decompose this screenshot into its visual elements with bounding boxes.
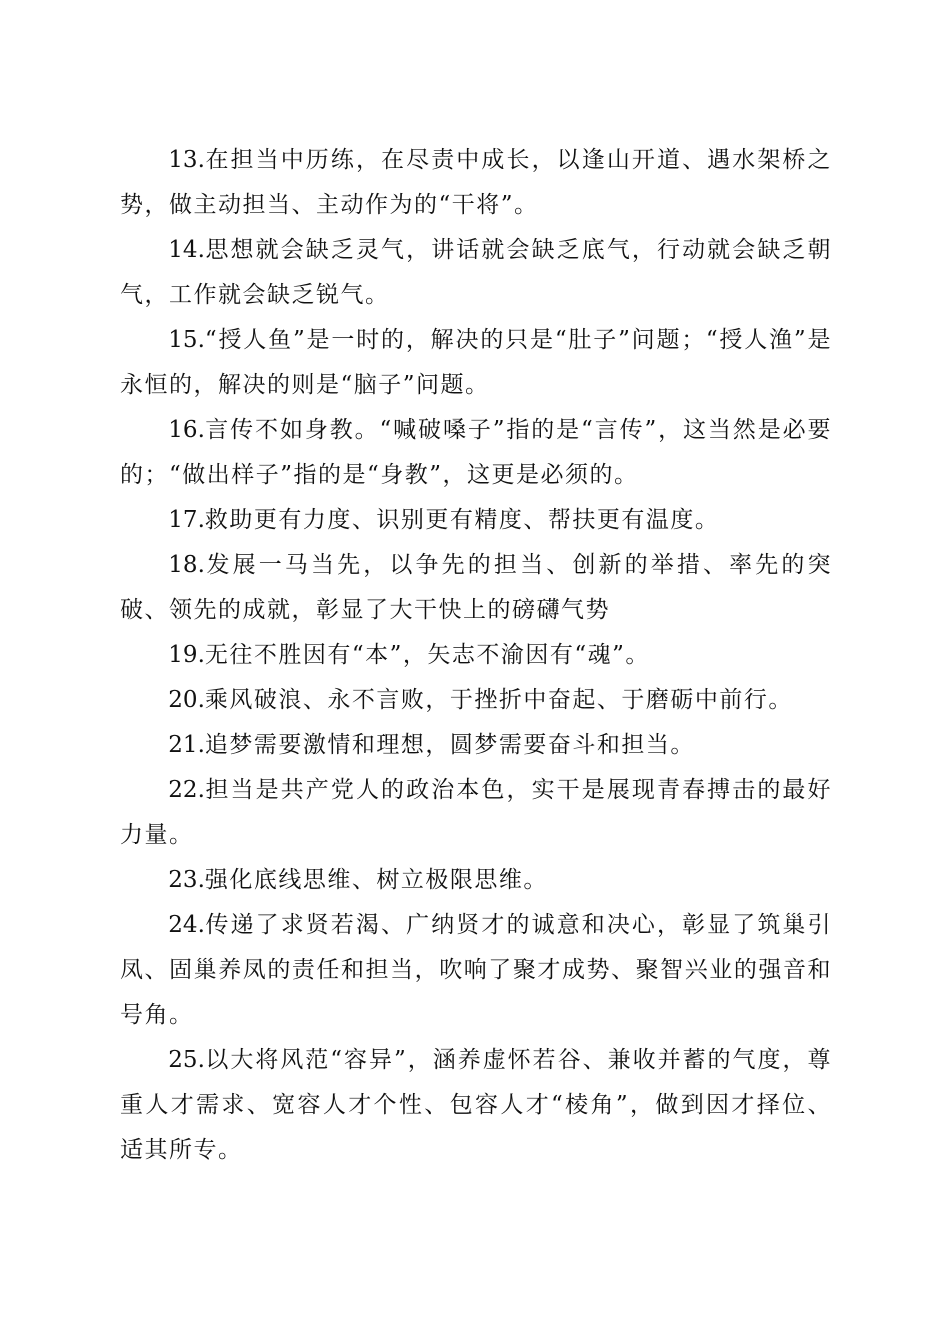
item-text: 无往不胜因有“本”，矢志不渝因有“魂”。 — [204, 642, 650, 668]
list-item-13 — [120, 138, 832, 228]
item-number: 23. — [168, 867, 205, 893]
item-number: 24. — [168, 912, 205, 938]
list-item-20 — [120, 678, 832, 723]
document-body — [120, 138, 832, 1173]
item-text: 乘风破浪、永不言败，于挫折中奋起、于磨砺中前行。 — [204, 687, 793, 713]
item-number: 19. — [168, 642, 205, 668]
item-text: 传递了求贤若渴、广纳贤才的诚意和决心，彰显了筑巢引凤、固巢养凤的责任和担当，吹响了聚才成势、聚智兴业的强音和号角。 — [120, 912, 832, 1028]
item-text: “授人鱼”是一时的，解决的只是“肚子”问题；“授人渔”是永恒的，解决的则是“脑子”问题。 — [120, 327, 832, 398]
item-number: 21. — [168, 732, 205, 758]
list-item-14 — [120, 228, 832, 318]
item-text: 在担当中历练，在尽责中成长，以逢山开道、遇水架桥之势，做主动担当、主动作为的“干将”。 — [120, 147, 832, 218]
item-text: 思想就会缺乏灵气，讲话就会缺乏底气，行动就会缺乏朝气，工作就会缺乏锐气。 — [120, 237, 832, 308]
item-text: 以大将风范“容异”，涵养虚怀若谷、兼收并蓄的气度，尊重人才需求、宽容人才个性、包容人才“棱角”，做到因才择位、适其所专。 — [120, 1047, 832, 1163]
list-item-22 — [120, 768, 832, 858]
item-number: 14. — [168, 237, 205, 263]
list-item-24 — [120, 903, 832, 1038]
list-item-15 — [120, 318, 832, 408]
item-number: 15. — [168, 327, 205, 353]
item-text: 救助更有力度、识别更有精度、帮扶更有温度。 — [204, 507, 720, 533]
item-text: 言传不如身教。“喊破嗓子”指的是“言传”，这当然是必要的；“做出样子”指的是“身教”，这更是必须的。 — [120, 417, 832, 488]
list-item-18 — [120, 543, 832, 633]
item-text: 发展一马当先，以争先的担当、创新的举措、率先的突破、领先的成就，彰显了大干快上的磅礴气势 — [120, 552, 832, 623]
item-number: 13. — [168, 147, 205, 173]
item-text: 追梦需要激情和理想，圆梦需要奋斗和担当。 — [204, 732, 695, 758]
item-text: 担当是共产党人的政治本色，实干是展现青春搏击的最好力量。 — [120, 777, 832, 848]
item-number: 22. — [168, 777, 205, 803]
item-number: 18. — [168, 552, 205, 578]
list-item-17 — [120, 498, 832, 543]
list-item-21 — [120, 723, 832, 768]
list-item-16 — [120, 408, 832, 498]
list-item-19 — [120, 633, 832, 678]
list-item-25 — [120, 1038, 832, 1173]
item-number: 16. — [168, 417, 205, 443]
item-number: 25. — [168, 1047, 205, 1073]
item-number: 17. — [168, 507, 205, 533]
item-text: 强化底线思维、树立极限思维。 — [204, 867, 548, 893]
list-item-23 — [120, 858, 832, 903]
item-number: 20. — [168, 687, 205, 713]
